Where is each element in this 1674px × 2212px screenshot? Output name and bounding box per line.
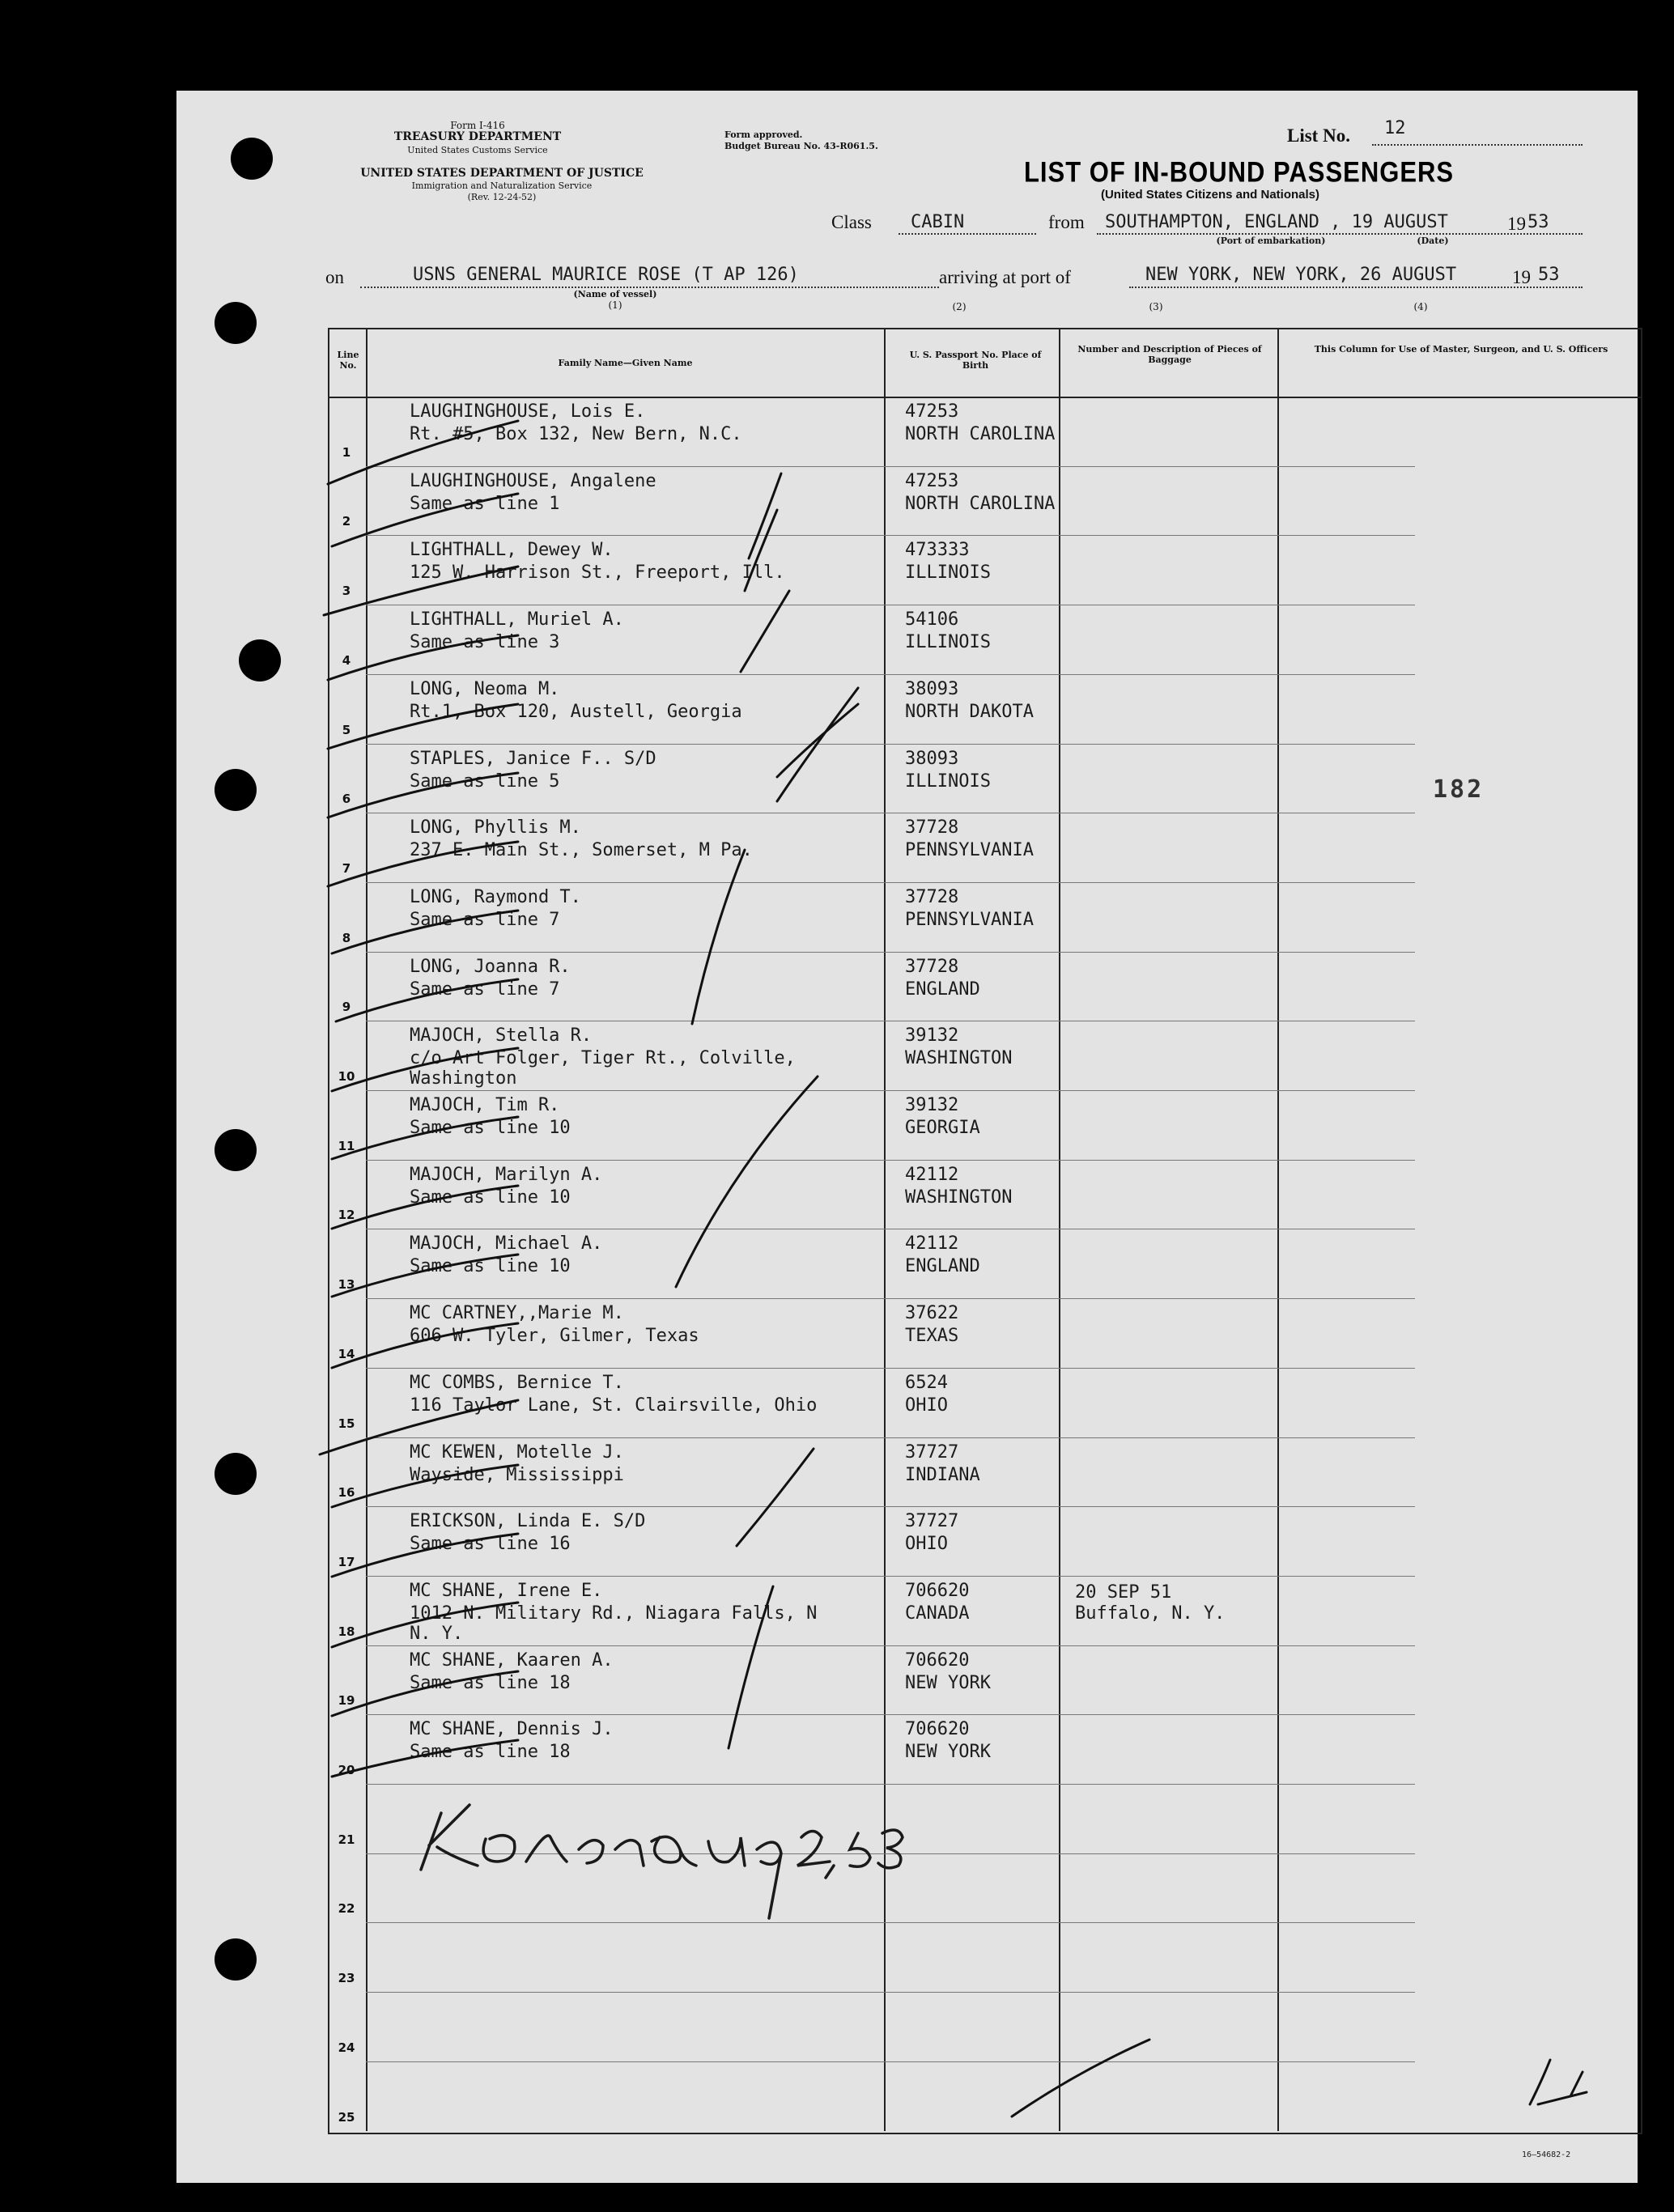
passport-number: 37727 [905,1441,959,1463]
line-number: 20 [338,1763,355,1777]
line-number: 17 [338,1554,355,1569]
header-line-no: Line No. [337,350,359,371]
vessel-caption: (Name of vessel) [573,289,657,299]
arrival-value: NEW YORK, NEW YORK, 26 AUGUST [1145,265,1457,285]
from-year: 53 [1527,212,1549,232]
place-of-birth: NORTH CAROLINA [905,424,1056,444]
passport-number: 42112 [905,1164,959,1185]
passenger-address: c/o Art Folger, Tiger Rt., Colville, [410,1048,796,1069]
revision: (Rev. 12-24-52) [467,192,537,202]
passenger-name: STAPLES, Janice F.. S/D [410,748,656,769]
line-number: 11 [338,1138,355,1153]
line-number: 15 [338,1416,355,1431]
passport-number: 37727 [905,1511,959,1532]
place-of-birth: OHIO [905,1534,948,1555]
form-title: LIST OF IN-BOUND PASSENGERS [1024,155,1455,189]
place-of-birth: OHIO [905,1395,948,1416]
line-number: 13 [338,1277,355,1293]
place-of-birth: GEORGIA [905,1118,980,1138]
passenger-name: MAJOCH, Michael A. [410,1233,603,1255]
line-number: 18 [338,1624,355,1639]
col-3-marker: (3) [1149,301,1163,312]
baggage-info-cont: Buffalo, N. Y. [1075,1603,1226,1624]
col-2-marker: (2) [952,301,967,312]
arrival-year-prefix: 19 [1512,267,1531,287]
passenger-name: ERICKSON, Linda E. S/D [410,1511,646,1532]
passenger-address: Wayside, Mississippi [410,1464,624,1485]
passport-number: 47253 [905,470,959,491]
passport-number: 706620 [905,1719,970,1740]
passenger-address: Same as line 1 [410,493,560,514]
line-number: 5 [342,722,351,737]
passenger-name: MC KEWEN, Motelle J. [410,1441,624,1463]
line-number: 9 [342,1000,351,1015]
form-number: Form I-416 [450,120,505,131]
passenger-address: Same as line 10 [410,1187,571,1208]
place-of-birth: PENNSYLVANIA [905,909,1034,930]
passenger-name: MC SHANE, Dennis J. [410,1719,614,1740]
passenger-address: Same as line 5 [410,771,560,792]
line-number: 2 [342,514,351,529]
passenger-name: LONG, Raymond T. [410,886,581,907]
treasury-dept: TREASURY DEPARTMENT [393,130,562,143]
line-number: 4 [342,652,351,668]
ins-service: Immigration and Naturalization Service [411,180,593,191]
passenger-name: LONG, Joanna R. [410,956,571,977]
place-of-birth: ENGLAND [905,1256,980,1277]
port-embark-caption: (Port of embarkation) [1216,236,1326,246]
print-code: 16—54682-2 [1522,2150,1571,2159]
passenger-name: LAUGHINGHOUSE, Lois E. [410,401,646,422]
form-approved: Form approved. [724,129,803,140]
passenger-address: 116 Taylor Lane, St. Clairsville, Ohio [410,1395,818,1416]
passenger-name: LIGHTHALL, Muriel A. [410,609,624,630]
embarkation-value: SOUTHAMPTON, ENGLAND , 19 AUGUST [1105,212,1448,232]
line-number: 24 [338,2040,355,2055]
place-of-birth: ILLINOIS [905,771,991,792]
passport-number: 706620 [905,1649,970,1671]
place-of-birth: NORTH DAKOTA [905,701,1034,722]
line-number: 22 [338,1901,355,1917]
passport-number: 37728 [905,817,959,839]
passport-number: 706620 [905,1580,970,1601]
place-of-birth: NEW YORK [905,1742,991,1763]
on-label: on [325,267,344,287]
passenger-address-cont: Washington [410,1068,517,1089]
customs-service: United States Customs Service [407,145,548,155]
line-number: 3 [342,584,351,599]
col-4-marker: (4) [1413,301,1428,312]
passenger-name: MC SHANE, Irene E. [410,1580,603,1601]
passport-number: 39132 [905,1095,959,1115]
passenger-name: LIGHTHALL, Dewey W. [410,540,614,561]
class-value: CABIN [911,212,965,232]
passenger-name: MC COMBS, Bernice T. [410,1372,624,1393]
place-of-birth: CANADA [905,1603,970,1624]
arrival-year: 53 [1538,265,1560,285]
passenger-name: LONG, Phyllis M. [410,817,581,839]
passenger-address: 125 W. Harrison St., Freeport, Ill. [410,563,785,584]
passenger-address: Same as line 10 [410,1118,571,1138]
line-number: 14 [338,1346,355,1361]
class-label: Class [831,212,872,232]
passport-number: 37728 [905,956,959,977]
place-of-birth: TEXAS [905,1326,959,1347]
line-number: 8 [342,930,351,945]
place-of-birth: ILLINOIS [905,632,991,653]
from-label: from [1048,212,1085,232]
place-of-birth: WASHINGTON [905,1048,1013,1069]
passport-number: 54106 [905,609,959,630]
form-subtitle: (United States Citizens and Nationals) [1100,188,1320,202]
passenger-name: MAJOCH, Tim R. [410,1095,560,1115]
place-of-birth: PENNSYLVANIA [905,840,1034,861]
passenger-address: Same as line 18 [410,1672,571,1693]
place-of-birth: INDIANA [905,1464,980,1485]
place-of-birth: ENGLAND [905,979,980,1000]
place-of-birth: ILLINOIS [905,563,991,584]
list-no-label: List No. [1287,125,1350,146]
header-baggage: Number and Description of Pieces of Baggage [1077,344,1262,365]
passport-number: 6524 [905,1372,948,1393]
passenger-address-cont: N. Y. [410,1623,464,1644]
line-number: 10 [338,1069,355,1084]
vessel-name: USNS GENERAL MAURICE ROSE (T AP 126) [413,265,799,285]
passport-number: 38093 [905,678,959,699]
date-caption: (Date) [1417,236,1449,246]
passenger-name: MC SHANE, Kaaren A. [410,1649,614,1671]
line-number: 12 [338,1208,355,1223]
header-passport: U. S. Passport No. Place of Birth [909,350,1042,371]
from-year-prefix: 19 [1507,214,1526,234]
passport-number: 47253 [905,401,959,422]
budget-bureau: Budget Bureau No. 43-R061.5. [724,141,878,151]
passenger-name: MAJOCH, Marilyn A. [410,1164,603,1185]
passport-number: 38093 [905,748,959,769]
passport-number: 39132 [905,1025,959,1047]
passenger-address: 606 W. Tyler, Gilmer, Texas [410,1326,699,1347]
baggage-info: 20 SEP 51 [1075,1582,1172,1603]
line-number: 23 [338,1971,355,1986]
passport-number: 473333 [905,540,970,561]
passenger-address: 237 E. Main St., Somerset, M Pa. [410,840,753,861]
passenger-address: Same as line 16 [410,1534,571,1555]
list-no-value: 12 [1384,118,1406,138]
place-of-birth: NORTH CAROLINA [905,493,1056,514]
passenger-name: MAJOCH, Stella R. [410,1025,593,1047]
place-of-birth: NEW YORK [905,1672,991,1693]
passenger-address: Same as line 18 [410,1742,571,1763]
header-name: Family Name—Given Name [558,358,693,368]
line-number: 19 [338,1693,355,1709]
passenger-name: LAUGHINGHOUSE, Angalene [410,470,656,491]
line-number: 7 [342,860,351,876]
line-number: 16 [338,1485,355,1501]
passenger-name: LONG, Neoma M. [410,678,560,699]
place-of-birth: WASHINGTON [905,1187,1013,1208]
line-number: 25 [338,2109,355,2125]
justice-dept: UNITED STATES DEPARTMENT OF JUSTICE [360,167,644,180]
passenger-address: Same as line 7 [410,979,560,1000]
passenger-address: Rt. #5, Box 132, New Bern, N.C. [410,424,742,444]
passenger-address: Same as line 10 [410,1256,571,1277]
passport-number: 42112 [905,1233,959,1255]
passenger-address: Same as line 3 [410,632,560,653]
passenger-name: MC CARTNEY,,Marie M. [410,1303,624,1324]
header-officers: This Column for Use of Master, Surgeon, and U. S. Officers [1314,344,1608,355]
line-number: 21 [338,1832,355,1847]
passenger-address: Rt.1, Box 120, Austell, Georgia [410,701,742,722]
arriving-label: arriving at port of [939,267,1071,287]
passport-number: 37622 [905,1303,959,1324]
passenger-address: Same as line 7 [410,909,560,930]
col-1-marker: (1) [608,299,622,311]
line-number: 1 [342,444,351,460]
passenger-address: 1012 N. Military Rd., Niagara Falls, N [410,1603,818,1624]
stamp-number: 182 [1433,775,1485,804]
line-number: 6 [342,792,351,807]
passport-number: 37728 [905,886,959,907]
